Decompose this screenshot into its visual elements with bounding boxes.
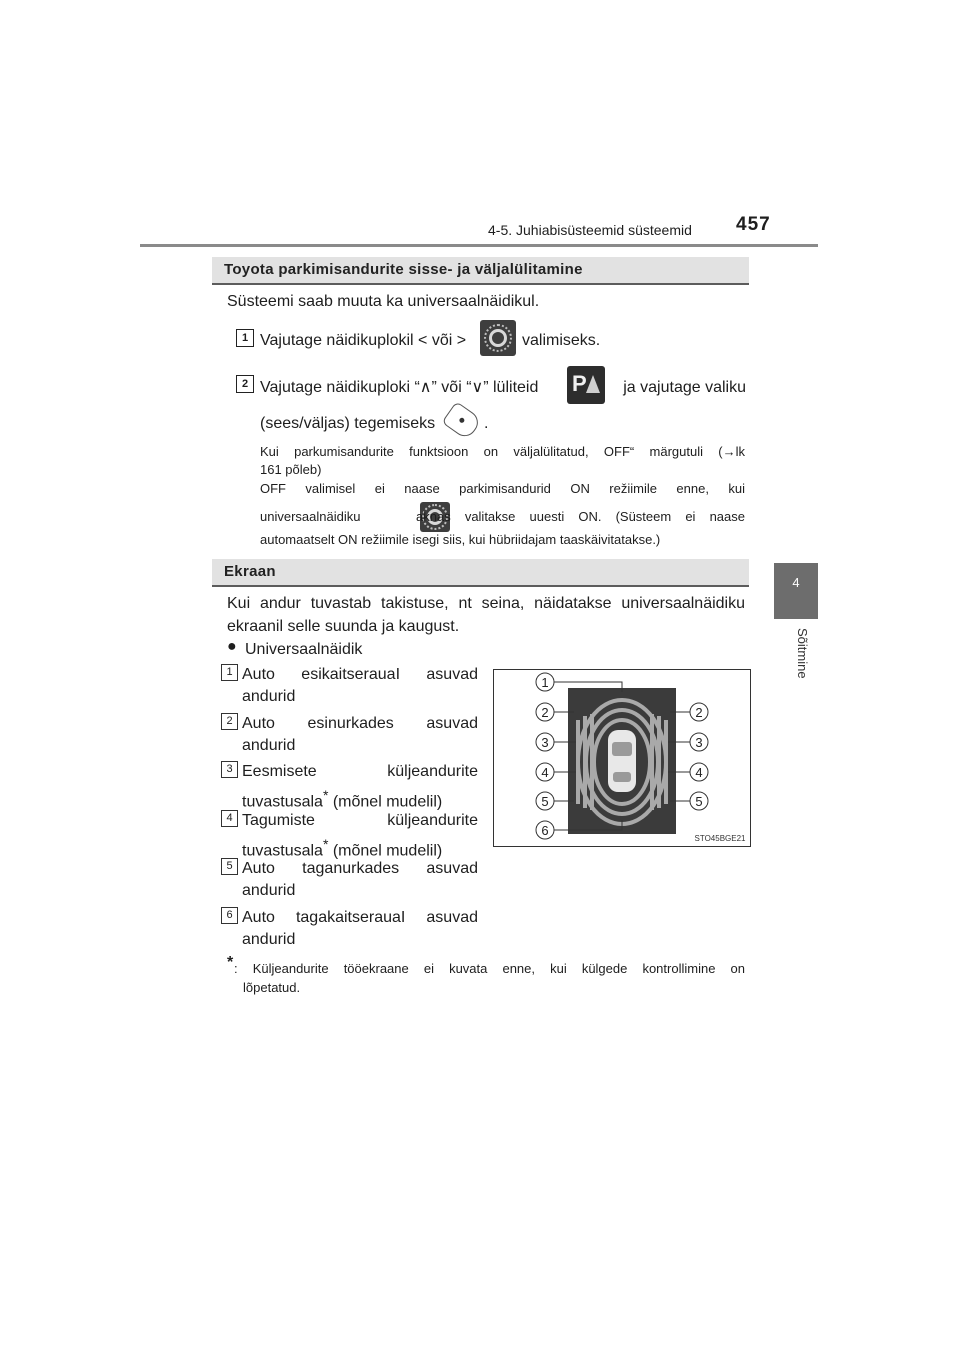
item-number: 2: [221, 713, 238, 730]
item-number: 5: [221, 858, 238, 875]
note-line: automaatselt ON režiimile isegi siis, kui hübriidajam taaskäivitatakse.): [260, 532, 661, 547]
item-label: Auto esikaitserauaI asuvad: [242, 666, 478, 683]
callout-5-right: 5: [695, 794, 703, 809]
footnote-star: *: [322, 787, 329, 803]
item-label: Eesmisete küljeandurite: [242, 763, 478, 780]
section-heading-bar: [212, 257, 749, 285]
item-label: andurid: [242, 737, 296, 754]
footnote-star: *: [227, 954, 234, 971]
callout-6: 6: [541, 823, 549, 838]
item-label: Tagumiste küljeandurite: [242, 812, 478, 829]
item-number: 1: [221, 664, 238, 681]
car-icon: [608, 730, 636, 792]
note-line: 161 põleb): [260, 462, 322, 477]
footnote-text: : Küljeandurite tööekraane ei kuvata enne, kui külgede kontrollimine on: [234, 961, 745, 976]
step-number: 2: [236, 375, 254, 393]
settings-gear-icon: [480, 320, 516, 356]
item-number: 4: [221, 810, 238, 827]
callout-4-left: 4: [541, 765, 549, 780]
step1-text-before: Vajutage näidikuplokil < või >: [260, 332, 467, 349]
item-label: andurid: [242, 882, 296, 899]
note-line: OFF valimisel ei naase parkimisandurid ON režiimile enne, kui: [260, 481, 745, 496]
callout-2-right: 2: [695, 705, 703, 720]
callout-5-left: 5: [541, 794, 549, 809]
sensor-display-diagram: [494, 670, 750, 846]
section-intro: Kui andur tuvastab takistuse, nt seina, näidatakse universaalnäidiku: [227, 595, 745, 612]
callout-3-right: 3: [695, 735, 703, 750]
item-label-part: tuvastusala: [242, 842, 323, 860]
step2-line2-end: .: [484, 415, 489, 432]
step2-text-after: ja vajutage valiku: [623, 379, 746, 396]
chapter-title: 4-5. Juhiabisüsteemid süsteemid: [488, 222, 692, 238]
note-line: Kui parkumisandurite funktsioon on väljalülitatud, OFF“ märgutuli (→lk: [260, 444, 745, 459]
ok-button-icon: [441, 401, 482, 441]
page-number: 457: [736, 214, 771, 235]
parking-sensor-icon: P: [567, 366, 605, 404]
bullet-icon: ●: [227, 638, 237, 655]
step2-line2: (sees/väljas) tegemiseks: [260, 415, 436, 432]
item-label: Auto tagakaitserauaI asuvad: [242, 909, 478, 926]
section-heading-bar: [212, 559, 749, 587]
step2-text-before: Vajutage näidikuploki “∧” või “∨” lüliteid: [260, 379, 539, 396]
item-label: [242, 784, 478, 813]
chapter-tab-label: Sõitmine: [795, 628, 810, 679]
note-line: aknas valitakse uuesti ON. (Süsteem ei naase: [416, 509, 745, 524]
item-number: 6: [221, 907, 238, 924]
item-label: Auto esinurkades asuvad: [242, 715, 478, 732]
footnote-star: *: [322, 836, 329, 852]
note-line: universaalnäidiku: [260, 509, 361, 524]
section-heading: Ekraan: [224, 563, 276, 580]
footnote-text: lõpetatud.: [243, 980, 301, 995]
sensor-display-figure: [493, 669, 751, 847]
callout-2-left: 2: [541, 705, 549, 720]
chapter-tab: 4: [774, 563, 818, 619]
section-intro: Süsteemi saab muuta ka universaalnäidikul.: [227, 293, 540, 310]
item-label: andurid: [242, 688, 296, 705]
item-label-part: tuvastusala: [242, 793, 323, 811]
section-intro: ekraanil selle suunda ja kaugust.: [227, 618, 460, 635]
item-number: 3: [221, 761, 238, 778]
bullet-text: Universaalnäidik: [245, 641, 363, 658]
callout-1: 1: [541, 675, 549, 690]
item-label-part: (mõnel mudelil): [328, 793, 443, 811]
callout-4-right: 4: [695, 765, 703, 780]
figure-caption: STO45BGE21: [694, 834, 746, 843]
step1-text-after: valimiseks.: [522, 332, 601, 349]
header-rule: [140, 244, 818, 247]
section-heading: Toyota parkimisandurite sisse- ja väljalülitamine: [224, 261, 583, 278]
step-number: 1: [236, 329, 254, 347]
item-label: Auto taganurkades asuvad: [242, 860, 478, 877]
callout-3-left: 3: [541, 735, 549, 750]
item-label-part: (mõnel mudelil): [328, 842, 443, 860]
item-label: andurid: [242, 931, 296, 948]
